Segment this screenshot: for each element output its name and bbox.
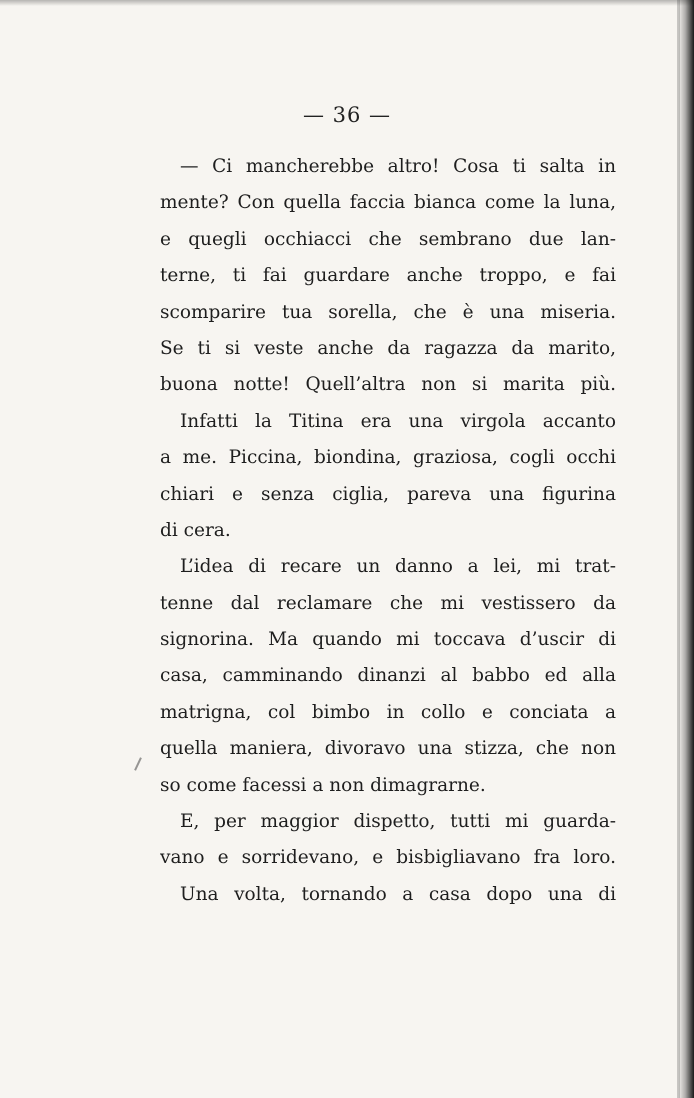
- binding-edge-line: [677, 0, 680, 1098]
- text-line: e quegli occhiacci che sembrano due lan-: [160, 228, 616, 250]
- text-line: L’idea di recare un danno a lei, mi trat-: [180, 556, 616, 578]
- text-line: buona notte! Quell’altra non si marita più.: [160, 374, 616, 396]
- text-line: Una volta, tornando a casa dopo una di: [180, 883, 616, 905]
- top-edge-shadow: [0, 0, 694, 6]
- text-line: E, per maggior dispetto, tutti mi guarda-: [180, 811, 616, 833]
- body-text: [160, 149, 616, 913]
- text-line: mente? Con quella faccia bianca come la luna,: [160, 192, 616, 214]
- text-line: — Ci mancherebbe altro! Cosa ti salta in: [180, 156, 616, 177]
- text-line: casa, camminando dinanzi al babbo ed alla: [160, 665, 616, 687]
- text-line: so come facessi a non dimagrarne.: [160, 774, 486, 796]
- text-line: chiari e senza ciglia, pareva una figurina: [160, 483, 616, 505]
- text-line: matrigna, col bimbo in collo e conciata a: [160, 701, 616, 723]
- page-number: — 36 —: [302, 103, 392, 127]
- text-line: Infatti la Titina era una virgola accanto: [180, 410, 616, 432]
- binding-edge-shadow: [678, 0, 694, 1098]
- text-line: tenne dal reclamare che mi vestissero da: [160, 592, 616, 614]
- text-line: vano e sorridevano, e bisbigliavano fra loro.: [160, 847, 616, 869]
- text-line: terne, ti fai guardare anche troppo, e fai: [160, 265, 616, 287]
- text-line: a me. Piccina, biondina, graziosa, cogli occhi: [160, 447, 616, 469]
- text-line: di cera.: [160, 519, 231, 541]
- text-line: Se ti si veste anche da ragazza da marito,: [160, 337, 616, 359]
- text-line: scomparire tua sorella, che è una miseria.: [160, 301, 616, 323]
- margin-mark: [134, 757, 142, 771]
- text-line: quella maniera, divoravo una stizza, che non: [160, 738, 616, 760]
- text-line: signorina. Ma quando mi toccava d’uscir di: [160, 629, 616, 651]
